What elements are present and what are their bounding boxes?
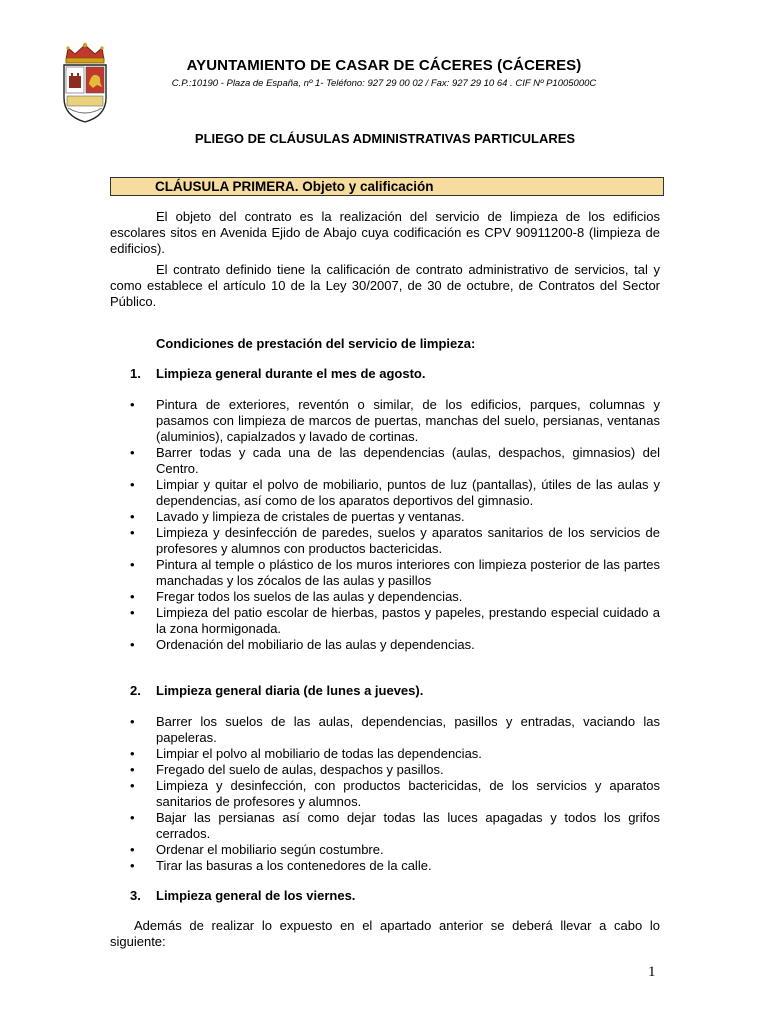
list-item: • Fregar todos los suelos de las aulas y dependencias. — [110, 589, 660, 605]
list-item: • Barrer todas y cada una de las dependencias (aulas, despachos, gimnasios) del Centro. — [110, 445, 660, 477]
list-item: • Limpieza y desinfección de paredes, suelos y aparatos sanitarios de los servicios de profesores y alumnos con productos bactericidas. — [110, 525, 660, 557]
section-2-list — [110, 714, 660, 874]
list-item: • Ordenar el mobiliario según costumbre. — [110, 842, 660, 858]
crown-icon — [66, 43, 104, 63]
list-item: • Bajar las persianas así como dejar todas las luces apagadas y todos los grifos cerrados. — [110, 810, 660, 842]
section-heading — [130, 683, 660, 699]
municipal-crest-icon — [58, 40, 112, 124]
section-title: Limpieza general durante el mes de agosto. — [156, 366, 426, 381]
list-item: • Tirar las basuras a los contenedores de la calle. — [110, 858, 660, 874]
clause-heading: CLÁUSULA PRIMERA. Objeto y calificación — [110, 177, 664, 196]
page-number: 1 — [648, 964, 656, 980]
section-1-list — [110, 397, 660, 653]
section-number: 2. — [130, 683, 141, 698]
list-item: • Pintura al temple o plástico de los muros interiores con limpieza posterior de las partes manchadas y los zócalos de las aulas y pasillos — [110, 557, 660, 589]
document-title: PLIEGO DE CLÁUSULAS ADMINISTRATIVAS PARTICULARES — [194, 131, 576, 146]
section-title: Limpieza general de los viernes. — [156, 888, 356, 903]
list-item: • Limpieza y desinfección, con productos bactericidas, de los servicios y aparatos sanitarios de profesores y alumnos. — [110, 778, 660, 810]
list-item: • Pintura de exteriores, reventón o similar, de los edificios, parques, columnas y pasamos con limpieza de marcos de puertas, manchas del suelo, persianas, ventanas (aluminios), capialzados y lavado de cortinas. — [110, 397, 660, 445]
organization-title: AYUNTAMIENTO DE CASAR DE CÁCERES (CÁCERES) — [186, 57, 582, 74]
section-heading — [130, 888, 660, 904]
paragraph-fridays: Además de realizar lo expuesto en el apartado anterior se deberá llevar a cabo lo siguiente: — [110, 918, 660, 949]
conditions-heading: Condiciones de prestación del servicio de limpieza: — [156, 336, 476, 351]
section-number: 1. — [130, 366, 141, 381]
list-item: • Fregado del suelo de aulas, despachos y pasillos. — [110, 762, 660, 778]
list-item: • Limpiar y quitar el polvo de mobiliario, puntos de luz (pantallas), útiles de las aulas y dependencias, así como de los aparatos deportivos del gimnasio. — [110, 477, 660, 509]
paragraph-object: El objeto del contrato es la realización del servicio de limpieza de los edificios escolares sitos en Avenida Ejido de Abajo cuya codificación es CPV 90911200-8 (limpieza de edificios). — [110, 209, 660, 256]
section-number: 3. — [130, 888, 141, 903]
list-item: • Lavado y limpieza de cristales de puertas y ventanas. — [110, 509, 660, 525]
list-item: • Ordenación del mobiliario de las aulas y dependencias. — [110, 637, 660, 653]
list-item: • Barrer los suelos de las aulas, dependencias, pasillos y entradas, vaciando las papeleras. — [110, 714, 660, 746]
organization-address: C.P.:10190 - Plaza de España, nº 1- Teléfono: 927 29 00 02 / Fax: 927 29 10 64 . CIF Nº P1005000C — [171, 78, 597, 89]
document-body — [110, 209, 660, 955]
section-heading — [130, 366, 660, 382]
list-item: • Limpieza del patio escolar de hierbas, pastos y papeles, prestando especial cuidado a la zona hormigonada. — [110, 605, 660, 637]
list-item: • Limpiar el polvo al mobiliario de todas las dependencias. — [110, 746, 660, 762]
paragraph-qualification: El contrato definido tiene la calificación de contrato administrativo de servicios, tal y como establece el artículo 10 de la Ley 30/2007, de 30 de octubre, de Contratos del Sector Público. — [110, 262, 660, 309]
section-title: Limpieza general diaria (de lunes a jueves). — [156, 683, 424, 698]
